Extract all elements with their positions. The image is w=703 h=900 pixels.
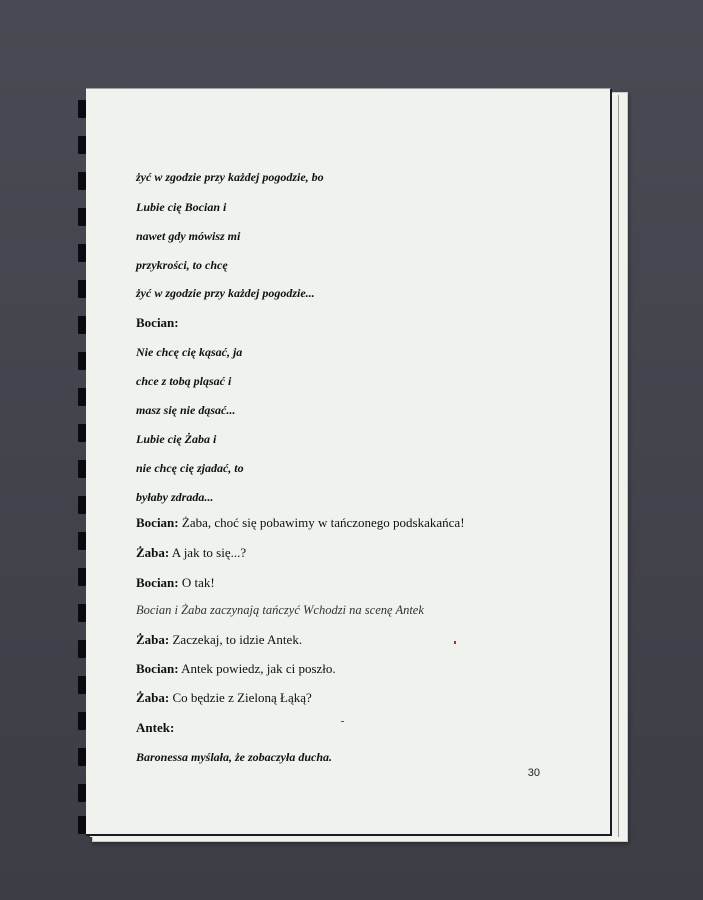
speaker-name: Bocian:: [136, 661, 179, 676]
speaker-name: Bocian:: [136, 315, 179, 330]
binding-ring: [78, 424, 86, 442]
stage-direction: Bocian i Żaba zaczynają tańczyć Wchodzi na scenę Antek: [136, 603, 424, 617]
dialogue-text: Żaba, choć się pobawimy w tańczonego podskakańca!: [178, 515, 465, 530]
binding-ring: [78, 748, 86, 766]
script-text: [86, 89, 610, 834]
dialogue-line: [136, 575, 215, 591]
verse-line: Baronessa myślała, że zobaczyła ducha.: [136, 750, 333, 764]
verse-line: Nie chcę cię kąsać, ja: [136, 345, 243, 359]
binding-ring: [78, 136, 86, 154]
speaker-name: Antek:: [136, 720, 175, 735]
document-page: [86, 88, 612, 836]
binding-ring: [78, 816, 86, 834]
speaker-name: Żaba:: [136, 632, 170, 647]
verse-line: chce z tobą pląsać i: [136, 374, 232, 388]
page-number: 30: [527, 767, 540, 779]
dialogue-text: Zaczekaj, to idzie Antek.: [169, 632, 303, 647]
binding-ring: [78, 604, 86, 622]
verse-line: byłaby zdrada...: [136, 490, 214, 504]
verse-line: przykrości, to chcę: [136, 258, 228, 272]
dialogue-line: [136, 690, 312, 706]
dialogue-text: Antek powiedz, jak ci poszło.: [178, 661, 336, 676]
dialogue-line: [136, 545, 246, 561]
binding-ring: [78, 172, 86, 190]
speaker-name: Bocian:: [136, 515, 179, 530]
dialogue-text: O tak!: [178, 575, 215, 590]
binding-ring: [78, 532, 86, 550]
speaker-line: [136, 315, 179, 331]
verse-line: masz się nie dąsać...: [136, 403, 236, 417]
speaker-name: Bocian:: [136, 575, 179, 590]
ink-mark: [341, 721, 344, 722]
binding-ring: [78, 676, 86, 694]
binding-ring: [78, 568, 86, 586]
verse-line: żyć w zgodzie przy każdej pogodzie...: [136, 286, 315, 300]
binding-ring: [78, 208, 86, 226]
binding-ring: [78, 388, 86, 406]
verse-line: nawet gdy mówisz mi: [136, 229, 241, 243]
dialogue-line: [136, 515, 465, 531]
binding-ring: [78, 280, 86, 298]
binding-ring: [78, 244, 86, 262]
verse-line: nie chcę cię zjadać, to: [136, 461, 244, 475]
dialogue-text: A jak to się...?: [169, 545, 247, 560]
speaker-name: Żaba:: [136, 690, 170, 705]
dialogue-text: Co będzie z Zieloną Łąką?: [169, 690, 312, 705]
verse-line: Lubie cię Bocian i: [136, 200, 227, 214]
binding-ring: [78, 496, 86, 514]
binding-ring: [78, 316, 86, 334]
verse-line: żyć w zgodzie przy każdej pogodzie, bo: [136, 170, 324, 184]
dialogue-line: [136, 632, 302, 648]
binding-ring: [78, 460, 86, 478]
speaker-name: Żaba:: [136, 545, 170, 560]
dialogue-line: [136, 661, 336, 677]
binding-ring: [78, 784, 86, 802]
verse-line: Lubie cię Żaba i: [136, 432, 217, 446]
binding-ring: [78, 640, 86, 658]
binding-ring: [78, 352, 86, 370]
binding-ring: [78, 712, 86, 730]
speaker-line: [136, 720, 174, 736]
ink-speck: [454, 641, 456, 644]
comb-binding: [78, 96, 94, 836]
binding-ring: [78, 100, 86, 118]
